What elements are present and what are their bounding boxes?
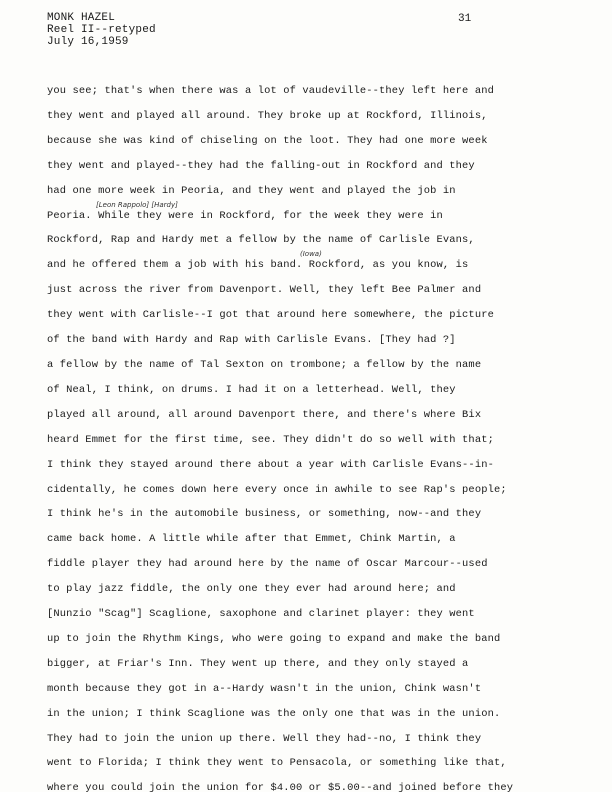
- text-line: fiddle player they had around here by the name of Oscar Marcour--used: [47, 558, 488, 571]
- transcript-body: [47, 79, 595, 801]
- text-line: bigger, at Friar's Inn. They went up there, and they only stayed a: [47, 657, 469, 670]
- text-line: Peoria. While they were in Rockford, for the week they were in: [47, 209, 443, 222]
- text-line: you see; that's when there was a lot of vaudeville--they left here and: [47, 85, 494, 97]
- text-line: [Nunzio "Scag"] Scaglione, saxophone and clarinet player: they went: [47, 608, 475, 621]
- text-line: a fellow by the name of Tal Sexton on trombone; a fellow by the name: [47, 358, 482, 371]
- text-line: and he offered them a job with his band. Rockford, as you know, is: [47, 259, 469, 272]
- text-line: heard Emmet for the first time, see. They didn't do so well with that;: [47, 433, 494, 446]
- text-line: in the union; I think Scaglione was the only one that was in the union.: [47, 707, 501, 720]
- text-line: I think he's in the automobile business, or something, now--and they: [47, 508, 482, 521]
- text-line: they went and played--they had the falling-out in Rockford and they: [47, 159, 475, 172]
- page-number: 31: [458, 13, 472, 25]
- reel-label: Reel II--retyped: [47, 24, 156, 36]
- text-line: they went with Carlisle--I got that around here somewhere, the picture: [47, 309, 494, 322]
- text-line: to play jazz fiddle, the only one they ever had around here; and: [47, 583, 456, 596]
- text-line: Rockford, Rap and Hardy met a fellow by the name of Carlisle Evans,: [47, 234, 475, 247]
- text-line: played all around, all around Davenport there, and there's where Bix: [47, 408, 482, 421]
- text-line: of Neal, I think, on drums. I had it on a letterhead. Well, they: [47, 383, 456, 396]
- text-line: went to Florida; I think they went to Pensacola, or something like that,: [47, 757, 507, 770]
- text-line: came back home. A little while after that Emmet, Chink Martin, a: [47, 533, 456, 546]
- text-line: They had to join the union up there. Well they had--no, I think they: [47, 732, 482, 745]
- text-line: had one more week in Peoria, and they went and played the job in: [47, 184, 456, 197]
- text-line: month because they got in a--Hardy wasn't in the union, Chink wasn't: [47, 682, 482, 695]
- handwritten-insert-names: [Leon Rappolo] [Hardy]: [96, 201, 178, 209]
- text-line: I think they stayed around there about a year with Carlisle Evans--in-: [47, 458, 494, 471]
- text-line: they went and played all around. They broke up at Rockford, Illinois,: [47, 109, 488, 122]
- interviewee-name: MONK HAZEL: [47, 12, 116, 24]
- text-line: up to join the Rhythm Kings, who were going to expand and make the band: [47, 632, 501, 645]
- text-line: because she was kind of chiseling on the loot. They had one more week: [47, 134, 488, 147]
- document-header: [47, 12, 156, 48]
- text-line: of the band with Hardy and Rap with Carlisle Evans. [They had ?]: [47, 334, 456, 347]
- handwritten-insert-place: (Iowa): [300, 250, 322, 258]
- interview-date: July 16,1959: [47, 36, 129, 48]
- text-line: where you could join the union for $4.00 or $5.00--and joined before they: [47, 782, 514, 795]
- text-line: cidentally, he comes down here every once in awhile to see Rap's people;: [47, 483, 507, 496]
- text-line: just across the river from Davenport. Well, they left Bee Palmer and: [47, 284, 482, 297]
